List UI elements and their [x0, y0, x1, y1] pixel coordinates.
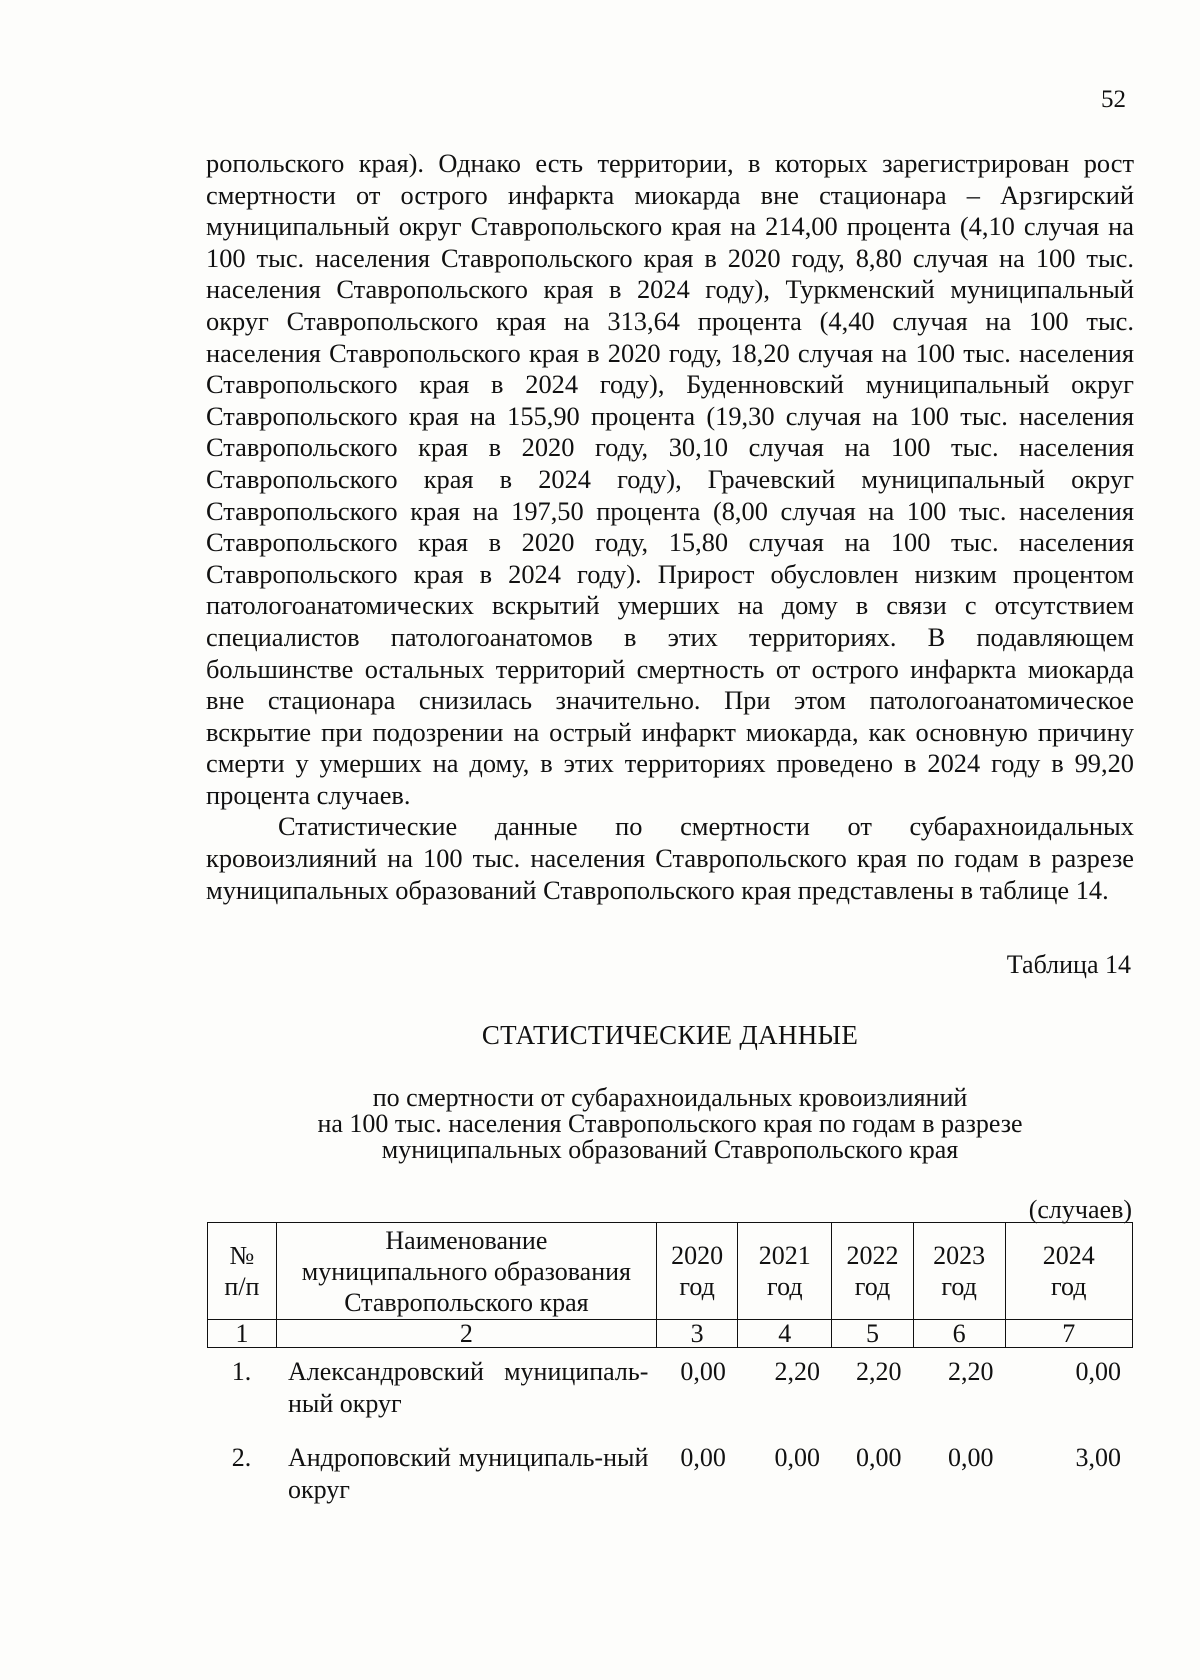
column-number: 3 [656, 1320, 737, 1348]
row-value-2024: 0,00 [1075, 1357, 1121, 1386]
row-value-2020: 0,00 [680, 1443, 726, 1472]
row-name: Александровский муниципаль-ный округ [287, 1357, 649, 1418]
table-title: СТАТИСТИЧЕСКИЕ ДАННЫЕ [481, 1020, 859, 1050]
paragraph: Статистические данные по смертности от субарахноидальных кровоизлияний на 100 тыс. населения Ставропольского края по годам в разрезе муниципальных образований Ставропольского края представлены в таблице 14. [206, 811, 1134, 905]
row-number: 2. [231, 1443, 252, 1472]
header-year-line: 2020 [671, 1241, 724, 1270]
header-name-line: Ставропольского края [344, 1287, 589, 1317]
table-label: Таблица 14 [1006, 950, 1131, 979]
table-header-row [208, 1223, 1133, 1320]
header-year-line: 2021 [758, 1241, 811, 1270]
header-num-line: № [229, 1241, 255, 1270]
header-num-line: п/п [224, 1272, 260, 1301]
column-number-row [208, 1320, 1133, 1348]
header-year-line: год [767, 1272, 803, 1301]
row-value-2020: 0,00 [680, 1357, 726, 1386]
row-name: Андроповский муниципаль-ный округ [287, 1443, 649, 1504]
column-number: 6 [913, 1320, 1005, 1348]
header-year-line: год [1051, 1272, 1087, 1301]
header-year-line: 2022 [846, 1241, 899, 1270]
table-row [207, 1356, 1133, 1442]
column-number: 5 [832, 1320, 913, 1348]
statistics-table-header [207, 1222, 1133, 1348]
unit-note: (случаев) [1028, 1195, 1132, 1224]
row-number: 1. [231, 1357, 252, 1386]
header-name-line: муниципального образования [301, 1256, 631, 1286]
row-value-2021: 2,20 [774, 1357, 820, 1386]
header-name [276, 1223, 656, 1320]
row-value-2024: 3,00 [1075, 1443, 1121, 1472]
table-subtitle-line: муниципальных образований Ставропольского края [381, 1135, 959, 1164]
row-value-2022: 0,00 [855, 1443, 902, 1472]
row-value-2023: 2,20 [947, 1357, 994, 1386]
header-year-line: год [941, 1272, 977, 1301]
header-year-2020 [656, 1223, 737, 1320]
header-name-line: Наименование [385, 1225, 548, 1255]
table-subtitle-line: по смертности от субарахноидальных кровоизлияний [372, 1083, 968, 1112]
row-value-2023: 0,00 [947, 1443, 994, 1472]
table-row [207, 1442, 1133, 1528]
header-year-line: 2023 [933, 1241, 986, 1270]
row-value-2022: 2,20 [855, 1357, 902, 1386]
header-year-line: год [679, 1272, 715, 1301]
column-number: 7 [1005, 1320, 1132, 1348]
header-year-2023 [913, 1223, 1005, 1320]
header-num [208, 1223, 277, 1320]
table-subtitle [0, 1085, 1200, 1163]
header-year-2024 [1005, 1223, 1132, 1320]
body-text [206, 148, 1134, 906]
header-year-line: 2024 [1042, 1241, 1095, 1270]
column-number: 2 [276, 1320, 656, 1348]
statistics-table-body [207, 1356, 1133, 1528]
header-year-line: год [854, 1272, 891, 1301]
page-number: 52 [1101, 86, 1126, 113]
header-year-2022 [832, 1223, 913, 1320]
row-value-2021: 0,00 [774, 1443, 820, 1472]
column-number: 1 [208, 1320, 277, 1348]
header-year-2021 [738, 1223, 832, 1320]
table-subtitle-line: на 100 тыс. населения Ставропольского края по годам в разрезе [317, 1109, 1023, 1138]
paragraph: ропольского края). Однако есть территории, в которых зарегистрирован рост смертности от острого инфаркта миокарда вне стационара – Арзгирский муниципальный округ Ставропольского края на 214,00 процента (4,10 случая на 100 тыс. населения Ставропольского края в 2020 году, 8,80 случая на 100 тыс. населения Ставропольского края в 2024 году), Туркменский муниципальный округ Ставропольского края на 313,64 процента (4,40 случая на 100 тыс. населения Ставропольского края в 2020 году, 18,20 случая на 100 тыс. населения Ставропольского края в 2024 году), Буденновский муниципальный округ Ставропольского края на 155,90 процента (19,30 случая на 100 тыс. населения Ставропольского края в 2020 году, 30,10 случая на 100 тыс. населения Ставропольского края в 2024 году), Грачевский муниципальный округ Ставропольского края на 197,50 процента (8,00 случая на 100 тыс. населения Ставропольского края в 2020 году, 15,80 случая на 100 тыс. населения Ставропольского края в 2024 году). Прирост обусловлен низким процентом патологоанатомических вскрытий умерших на дому в связи с отсутствием специалистов патологоанатомов в этих территориях. В подавляющем большинстве остальных территорий смертность от острого инфаркта миокарда вне стационара снизилась значительно. При этом патологоанатомическое вскрытие при подозрении на острый инфаркт миокарда, как основную причину смерти у умерших на дому, в этих территориях проведено в 2024 году в 99,20 процента случаев. [206, 148, 1134, 810]
column-number: 4 [738, 1320, 832, 1348]
